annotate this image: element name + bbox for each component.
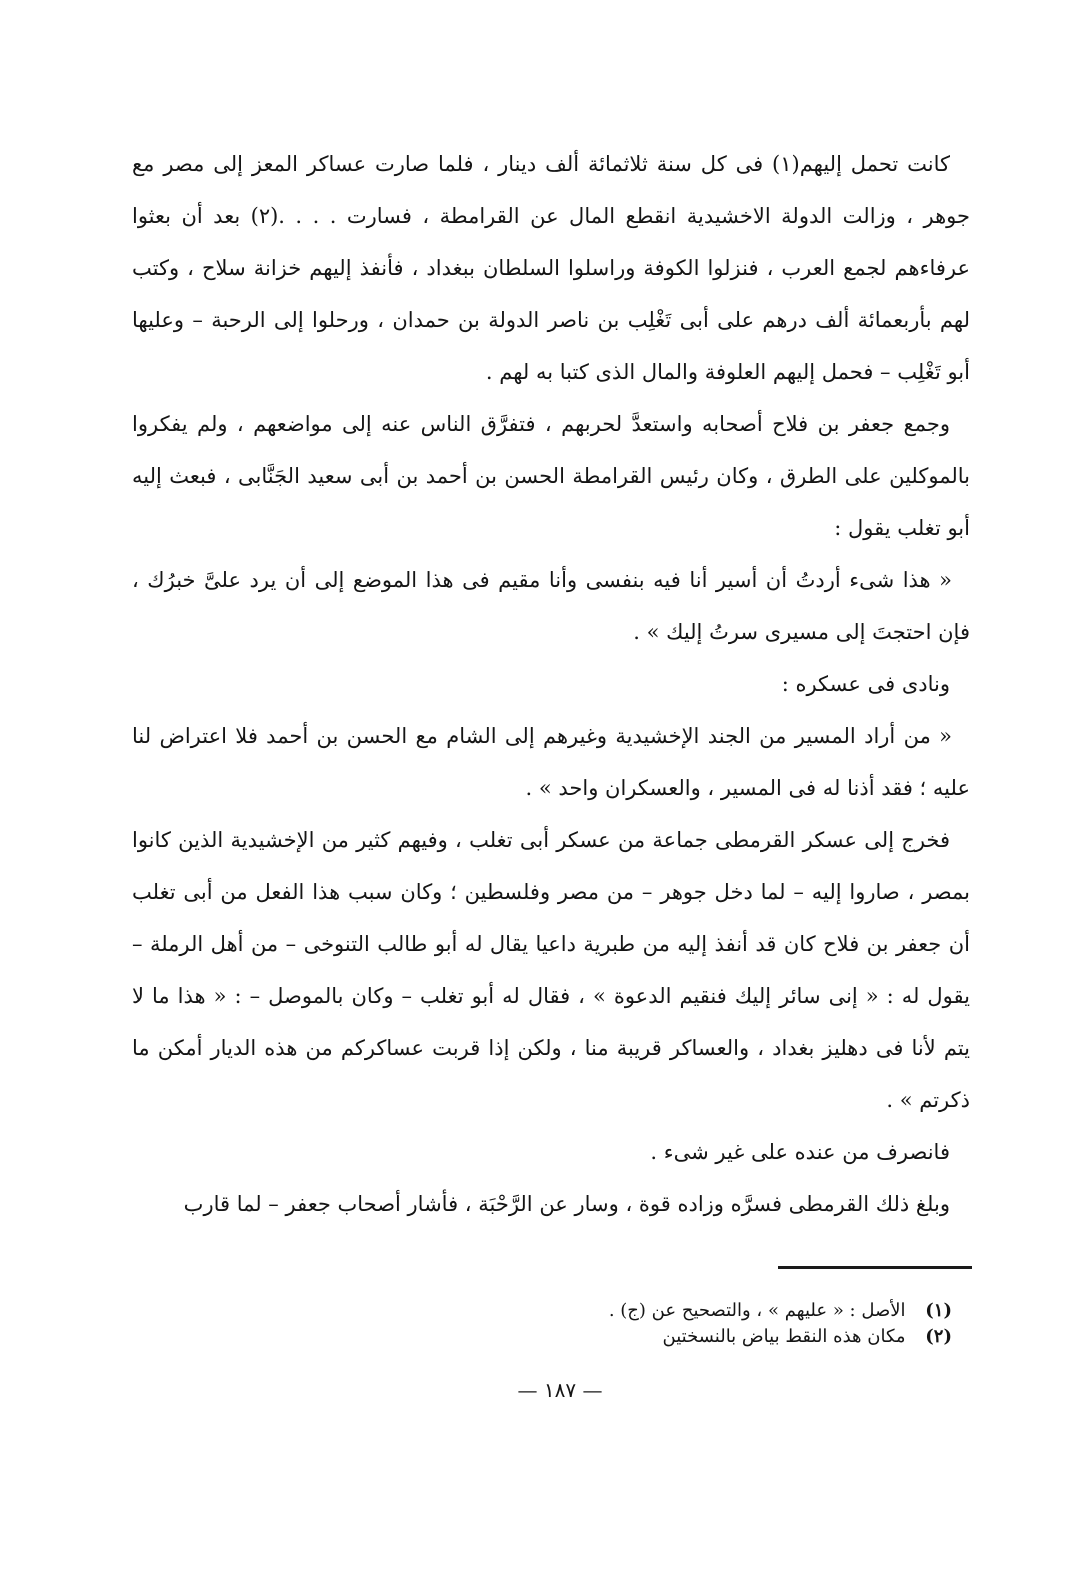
footnotes	[300, 1298, 952, 1350]
page-number: — ١٨٧ —	[517, 1378, 603, 1402]
footnote-divider	[778, 1266, 972, 1269]
quote-1: « هذا شىء أردتُ أن أسير أنا فيه بنفسى وأنا مقيم فى هذا الموضع إلى أن يرد علىَّ خبرُك ، فإن احتجتَ إلى مسيرى سرتُ إليك » .	[132, 568, 970, 644]
paragraph-3: ونادى فى عسكره :	[781, 672, 950, 696]
paragraph-5: فانصرف من عنده على غير شىء .	[650, 1140, 950, 1164]
paragraph-4: فخرج إلى عسكر القرمطى جماعة من عسكر أبى تغلب ، وفيهم كثير من الإخشيدية الذين كانوا بمصر ، صاروا إليه – لما دخل جوهر – من مصر وفلسطين ؛ وكان سبب هذا الفعل من أبى تغلب أن جعفر بن فلاح كان قد أنفذ إليه من طبرية داعيا يقال له أبو طالب التنوخى – من أهل الرملة – يقول له : « إنى سائر إليك فنقيم الدعوة » ، فقال له أبو تغلب – وكان بالموصل – : « هذا ما لا يتم لأنا فى دهليز بغداد ، والعساكر قريبة منا ، ولكن إذا قربت عساكركم من هذه الديار أمكن ما ذكرتم » .	[132, 828, 970, 1112]
quote-2: « من أراد المسير من الجند الإخشيدية وغيرهم إلى الشام مع الحسن بن أحمد فلا اعتراض لنا عليه ؛ فقد أذنا له فى المسير ، والعسكران واحد » .	[132, 724, 970, 800]
footnote-text: الأصل : « عليهم » ، والتصحيح عن (ج) .	[608, 1300, 906, 1321]
main-text	[132, 138, 970, 1230]
footnote-text: مكان هذه النقط بياض بالنسختين	[662, 1326, 906, 1347]
paragraph-6: وبلغ ذلك القرمطى فسرَّه وزاده قوة ، وسار عن الرَّحْبَة ، فأشار أصحاب جعفر – لما قارب	[183, 1192, 950, 1216]
footnote-number: (٢)	[925, 1326, 952, 1347]
footnote-1	[300, 1298, 952, 1324]
footnote-2	[300, 1324, 952, 1350]
footnote-number: (١)	[925, 1300, 952, 1321]
paragraph-1: كانت تحمل إليهم(١) فى كل سنة ثلاثمائة ألف دينار ، فلما صارت عساكر المعز إلى مصر مع جوهر ، وزالت الدولة الاخشيدية انقطع المال عن القرامطة ، فسارت . . . .(٢) بعد أن بعثوا عرفاءهم لجمع العرب ، فنزلوا الكوفة وراسلوا السلطان ببغداد ، فأنفذ إليهم خزانة سلاح ، وكتب لهم بأربعمائة ألف درهم على أبى تَغْلِب بن ناصر الدولة بن حمدان ، ورحلوا إلى الرحبة – وعليها أبو تَغْلِب – فحمل إليهم العلوفة والمال الذى كتبا به لهم .	[132, 152, 970, 384]
paragraph-2: وجمع جعفر بن فلاح أصحابه واستعدَّ لحربهم ، فتفرَّق الناس عنه إلى مواضعهم ، ولم يفكروا بالموكلين على الطرق ، وكان رئيس القرامطة الحسن بن أحمد بن أبى سعيد الجَنَّابى ، فبعث إليه أبو تغلب يقول :	[132, 412, 970, 540]
